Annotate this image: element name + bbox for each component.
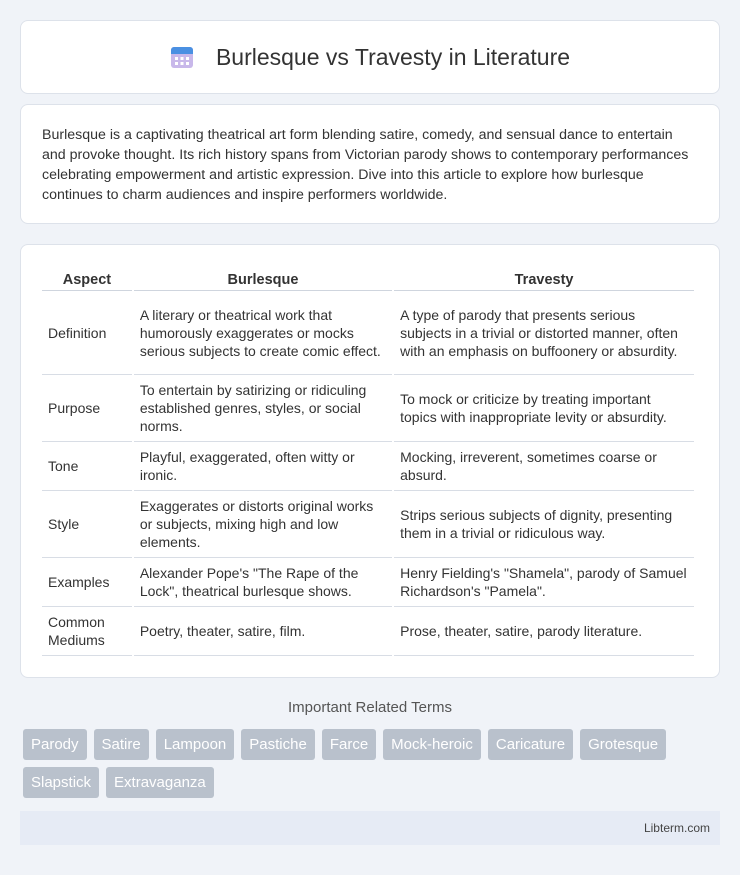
term-tag[interactable]: Caricature bbox=[488, 729, 573, 760]
table-row bbox=[42, 291, 694, 375]
term-tag[interactable]: Farce bbox=[322, 729, 376, 760]
term-tag[interactable]: Extravaganza bbox=[106, 767, 214, 798]
calendar-icon bbox=[170, 45, 194, 69]
table-row bbox=[42, 491, 694, 558]
row-burlesque: A literary or theatrical work that humorously exaggerates or mocks serious subjects to create comic effect. bbox=[134, 291, 392, 375]
row-travesty: To mock or criticize by treating important topics with inappropriate levity or absurdity. bbox=[394, 375, 694, 442]
header-aspect: Aspect bbox=[42, 265, 132, 291]
related-terms-title: Important Related Terms bbox=[288, 699, 452, 716]
table-header-row bbox=[42, 265, 694, 291]
row-travesty: Prose, theater, satire, parody literature. bbox=[394, 607, 694, 656]
intro-card bbox=[20, 104, 720, 224]
row-aspect: Tone bbox=[42, 442, 132, 491]
table-row bbox=[42, 558, 694, 607]
table-row bbox=[42, 375, 694, 442]
row-burlesque: Alexander Pope's "The Rape of the Lock", theatrical burlesque shows. bbox=[134, 558, 392, 607]
row-travesty: Henry Fielding's "Shamela", parody of Samuel Richardson's "Pamela". bbox=[394, 558, 694, 607]
row-aspect: Common Mediums bbox=[42, 607, 132, 656]
related-terms-list bbox=[23, 729, 723, 798]
row-travesty: Strips serious subjects of dignity, presenting them in a trivial or ridiculous way. bbox=[394, 491, 694, 558]
term-tag[interactable]: Pastiche bbox=[241, 729, 315, 760]
intro-text: Burlesque is a captivating theatrical art form blending satire, comedy, and sensual dance to entertain and provoke thought. Its rich history spans from Victorian parody shows to contemporary performances celebrating empowerment and artistic expression. Dive into this article to explore how burlesque continues to charm audiences and inspire performers worldwide. bbox=[42, 127, 689, 203]
row-aspect: Examples bbox=[42, 558, 132, 607]
row-burlesque: Poetry, theater, satire, film. bbox=[134, 607, 392, 656]
header-card bbox=[20, 20, 720, 94]
table-row bbox=[42, 607, 694, 656]
row-aspect: Definition bbox=[42, 291, 132, 375]
comparison-card bbox=[20, 244, 720, 678]
footer bbox=[20, 811, 720, 845]
term-tag[interactable]: Lampoon bbox=[156, 729, 235, 760]
row-travesty: Mocking, irreverent, sometimes coarse or absurd. bbox=[394, 442, 694, 491]
page-title: Burlesque vs Travesty in Literature bbox=[215, 43, 571, 70]
table-row bbox=[42, 442, 694, 491]
row-burlesque: To entertain by satirizing or ridiculing established genres, styles, or social norms. bbox=[134, 375, 392, 442]
row-aspect: Purpose bbox=[42, 375, 132, 442]
footer-site-link[interactable]: Libterm.com bbox=[643, 821, 710, 835]
term-tag[interactable]: Mock-heroic bbox=[383, 729, 481, 760]
term-tag[interactable]: Parody bbox=[23, 729, 87, 760]
row-aspect: Style bbox=[42, 491, 132, 558]
row-burlesque: Exaggerates or distorts original works or subjects, mixing high and low elements. bbox=[134, 491, 392, 558]
term-tag[interactable]: Slapstick bbox=[23, 767, 99, 798]
row-burlesque: Playful, exaggerated, often witty or ironic. bbox=[134, 442, 392, 491]
header-burlesque: Burlesque bbox=[134, 265, 392, 291]
header-travesty: Travesty bbox=[394, 265, 694, 291]
term-tag[interactable]: Satire bbox=[94, 729, 149, 760]
comparison-table bbox=[40, 265, 696, 656]
term-tag[interactable]: Grotesque bbox=[580, 729, 666, 760]
row-travesty: A type of parody that presents serious subjects in a trivial or distorted manner, often with an emphasis on buffoonery or absurdity. bbox=[394, 291, 694, 375]
